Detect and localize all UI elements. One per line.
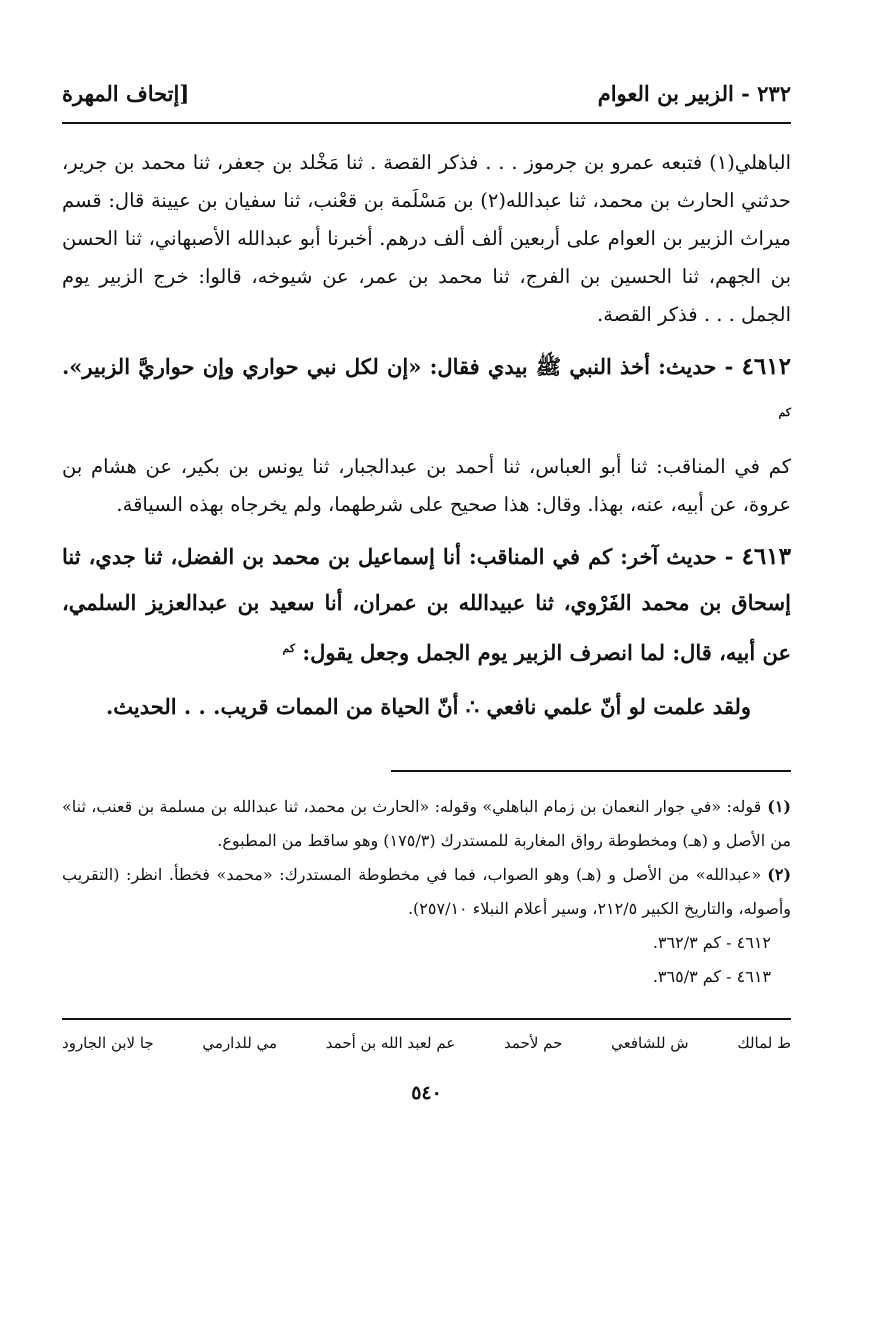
poem-verse: ولقد علمت لو أنّ علمي نافعي ∴ أنّ الحياة من الممات قريب. . . الحديث.: [105, 694, 751, 719]
footnote-1: [62, 790, 791, 858]
running-head: [62, 72, 791, 116]
paragraph-1: الباهلي(١) فتبعه عمرو بن جرموز . . . فذكر القصة . ثنا مَخْلد بن جعفر، ثنا محمد بن جرير، حدثني الحارث بن محمد، ثنا عبدالله(٢) بن مَسْلَمة بن قعْنب، ثنا سفيان بن عيينة قال: قسم ميراث الزبير بن العوام على أربعين ألف ألف درهم. أخبرنا أبو عبدالله الأصبهاني، ثنا الحسن بن الجهم، ثنا الحسين بن الفرج، ثنا محمد بن عمر، عن شيوخه، قالوا: خرج الزبير يوم الجمل . . . فذكر القصة.: [62, 151, 791, 326]
hadith-number: ٤٦١٢: [741, 353, 791, 380]
sigla-key: [62, 1034, 791, 1052]
hadith-text: - حديث آخر: كم في المناقب: أنا إسماعيل بن محمد بن الفضل، ثنا جدي، ثنا إسحاق بن محمد الفَرْوي، ثنا عبيدالله بن عمران، أنا سعيد بن عبدالعزيز السلمي، عن أبيه، قال: لما انصرف الزبير يوم الجمل وجعل يقول:: [62, 544, 791, 665]
running-head-book: [إتحاف المهرة: [62, 81, 190, 106]
siglum-item: جا لابن الجارود: [62, 1034, 154, 1052]
paragraph-2: كم في المناقب: ثنا أبو العباس، ثنا أحمد بن عبدالجبار، ثنا يونس بن بكير، عن هشام بن عروة، عن أبيه، عنه، بهذا. وقال: هذا صحيح على شرطهما، ولم يخرجاه بهذه السياقة.: [62, 455, 791, 516]
siglum-item: مي للدارمي: [202, 1034, 278, 1052]
siglum-item: عم لعبد الله بن أحمد: [325, 1034, 456, 1052]
source-siglum: كم: [778, 406, 791, 419]
footnote-marker: (١): [767, 797, 791, 816]
footnotes: [62, 790, 791, 994]
footnote-text: قوله: «في جوار النعمان بن زمام الباهلي» وقوله: «الحارث بن محمد، ثنا عبدالله بن مسلمة بن قعنب، ثنا» من الأصل و (هـ) ومخطوطة رواق المغاربة للمستدرك (١٧٥/٣) وهو ساقط من المطبوع.: [62, 797, 791, 850]
hadith-4613: [62, 534, 791, 676]
siglum-item: حم لأحمد: [504, 1034, 563, 1052]
footnote-marker: (٢): [767, 865, 792, 884]
source-reference-4613: ٤٦١٣ - كم ٣٦٥/٣.: [652, 967, 771, 986]
page: [62, 72, 791, 1333]
siglum-item: ش للشافعي: [611, 1034, 689, 1052]
hadith-number: ٤٦١٣: [741, 543, 791, 570]
footnote-text: «عبدالله» من الأصل و (هـ) وهو الصواب، فما في مخطوطة المستدرك: «محمد» فخطأ. انظر: (التقريب وأصوله، والتاريخ الكبير ٢١٢/٥، وسير أعلام النبلاء ٢٥٧/١٠).: [62, 865, 791, 918]
main-text: [62, 144, 791, 730]
source-reference-4612: ٤٦١٢ - كم ٣٦٢/٣.: [652, 933, 771, 952]
source-siglum: كم: [282, 642, 296, 655]
hadith-text: - حديث: أخذ النبي ﷺ بيدي فقال: «إن لكل نبي حواري وإن حواريَّ الزبير».: [62, 354, 734, 379]
page-number: ٥٤٠: [411, 1082, 442, 1104]
hadith-4612: [62, 344, 791, 440]
siglum-item: ط لمالك: [737, 1034, 791, 1052]
header-rule: [62, 122, 791, 124]
running-head-chapter: ٢٣٢ - الزبير بن العوام: [597, 81, 791, 106]
sigla-rule: [62, 1018, 791, 1020]
footnote-rule: [391, 770, 791, 772]
footnote-2: [62, 858, 791, 926]
